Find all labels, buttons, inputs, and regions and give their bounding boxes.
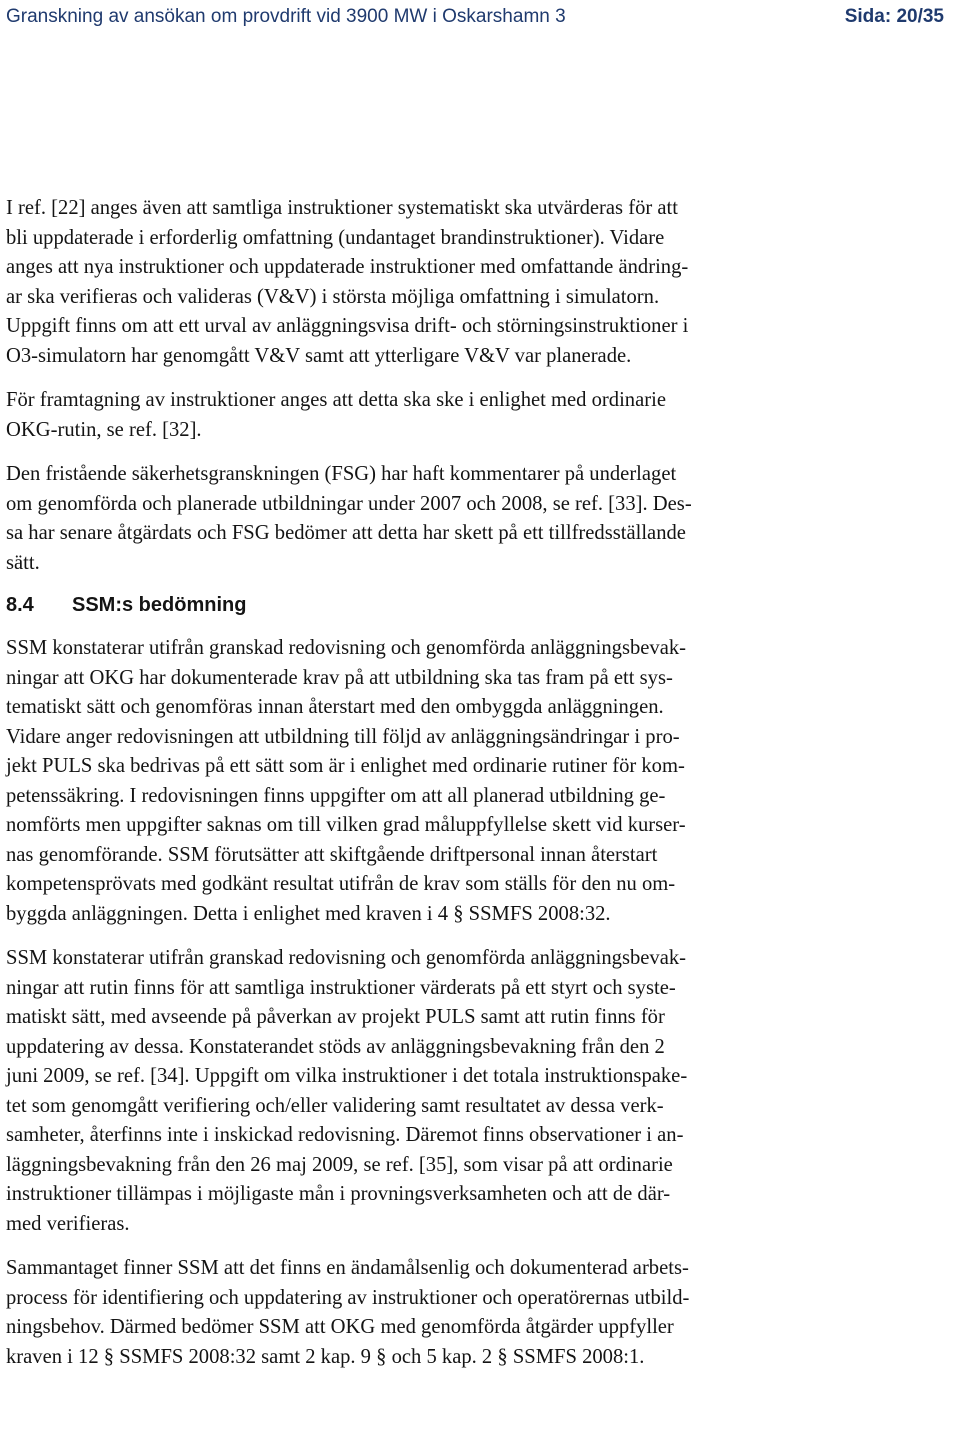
text-line: Vidare anger redovisningen att utbildning till följd av anläggningsändringar i pro- bbox=[6, 725, 680, 748]
text-line: uppdatering av dessa. Konstaterandet stöds av anläggningsbevakning från den 2 bbox=[6, 1035, 665, 1058]
section-number: 8.4 bbox=[6, 594, 34, 616]
text-line: SSM konstaterar utifrån granskad redovisning och genomförda anläggningsbevak- bbox=[6, 947, 686, 969]
paragraph-fsg-comments bbox=[6, 460, 944, 578]
page-number: Sida: 20/35 bbox=[844, 6, 944, 27]
text-line: bli uppdaterade i erforderlig omfattning (undantaget brandinstruktioner). Vidare bbox=[6, 226, 665, 249]
text-line: byggda anläggningen. Detta i enlighet med kraven i 4 § SSMFS 2008:32. bbox=[6, 902, 611, 925]
text-line: kraven i 12 § SSMFS 2008:32 samt 2 kap. 9 § och 5 kap. 2 § SSMFS 2008:1. bbox=[6, 1345, 645, 1368]
text-line: ningar att OKG har dokumenterade krav på att utbildning ska tas fram på ett sys- bbox=[6, 666, 673, 689]
paragraph-instruction-development bbox=[6, 386, 944, 445]
text-line: O3-simulatorn har genomgått V&V samt att ytterligare V&V var planerade. bbox=[6, 344, 632, 367]
text-line: samheter, återfinns inte i inskickad redovisning. Däremot finns observationer i an- bbox=[6, 1124, 684, 1146]
paragraph-ssm-assessment-training bbox=[6, 634, 944, 929]
text-line: tematiskt sätt och genomföras innan återstart med den ombyggda anläggningen. bbox=[6, 696, 664, 718]
text-line: Uppgift finns om att ett urval av anläggningsvisa drift- och störningsinstruktioner i bbox=[6, 315, 689, 337]
text-line: ar ska verifieras och valideras (V&V) i största möjliga omfattning i simulatorn. bbox=[6, 285, 660, 308]
document-title: Granskning av ansökan om provdrift vid 3900 MW i Oskarshamn 3 bbox=[6, 6, 566, 27]
text-line: sa har senare åtgärdats och FSG bedömer att detta har skett på ett tillfredsställande bbox=[6, 522, 686, 544]
text-line: Sammantaget finner SSM att det finns en ändamålsenlig och dokumenterad arbets- bbox=[6, 1257, 689, 1279]
section-title: SSM:s bedömning bbox=[72, 594, 247, 616]
text-line: ningar att rutin finns för att samtliga instruktioner värderats på ett styrt och syste- bbox=[6, 976, 676, 999]
paragraph-ssm-assessment-instructions bbox=[6, 944, 944, 1239]
text-line: med verifieras. bbox=[6, 1212, 130, 1235]
paragraph-ssm-conclusion bbox=[6, 1254, 944, 1372]
text-line: OKG-rutin, se ref. [32]. bbox=[6, 418, 202, 441]
section-heading bbox=[6, 592, 944, 618]
text-line: SSM konstaterar utifrån granskad redovisning och genomförda anläggningsbevak- bbox=[6, 637, 686, 659]
text-line: juni 2009, se ref. [34]. Uppgift om vilka instruktioner i det totala instruktionspake- bbox=[6, 1065, 688, 1087]
text-line: petenssäkring. I redovisningen finns uppgifter om att all planerad utbildning ge- bbox=[6, 784, 666, 807]
text-line: tet som genomgått verifiering och/eller validering samt resultatet av dessa verk- bbox=[6, 1094, 664, 1117]
text-line: matiskt sätt, med avseende på påverkan av projekt PULS samt att rutin finns för bbox=[6, 1006, 665, 1028]
text-line: instruktioner tillämpas i möjligaste mån i provningsverksamheten och att de där- bbox=[6, 1183, 671, 1205]
text-line: om genomförda och planerade utbildningar under 2007 och 2008, se ref. [33]. Des- bbox=[6, 492, 692, 515]
text-line: För framtagning av instruktioner anges att detta ska ske i enlighet med ordinarie bbox=[6, 389, 666, 411]
text-line: process för identifiering och uppdatering av instruktioner och operatörernas utbild- bbox=[6, 1286, 690, 1309]
text-line: I ref. [22] anges även att samtliga instruktioner systematiskt ska utvärderas för att bbox=[6, 197, 678, 219]
text-line: sätt. bbox=[6, 551, 40, 574]
text-line: nas genomförande. SSM förutsätter att skiftgående driftpersonal innan återstart bbox=[6, 843, 658, 866]
text-line: jekt PULS ska bedrivas på ett sätt som är i enlighet med ordinarie rutiner för kom- bbox=[6, 755, 685, 777]
text-line: nomförts men uppgifter saknas om till vilken grad måluppfyllelse skett vid kurser- bbox=[6, 814, 686, 836]
document-body bbox=[6, 194, 944, 1372]
text-line: kompetensprövats med godkänt resultat utifrån de krav som ställs för den nu om- bbox=[6, 873, 676, 895]
text-line: ningsbehov. Därmed bedömer SSM att OKG med genomförda åtgärder uppfyller bbox=[6, 1316, 674, 1338]
text-line: Den fristående säkerhetsgranskningen (FSG) har haft kommentarer på underlaget bbox=[6, 463, 677, 485]
text-line: läggningsbevakning från den 26 maj 2009, se ref. [35], som visar på att ordinarie bbox=[6, 1153, 673, 1176]
paragraph-instructions-review bbox=[6, 194, 944, 371]
text-line: anges att nya instruktioner och uppdaterade instruktioner med omfattande ändring- bbox=[6, 256, 689, 278]
